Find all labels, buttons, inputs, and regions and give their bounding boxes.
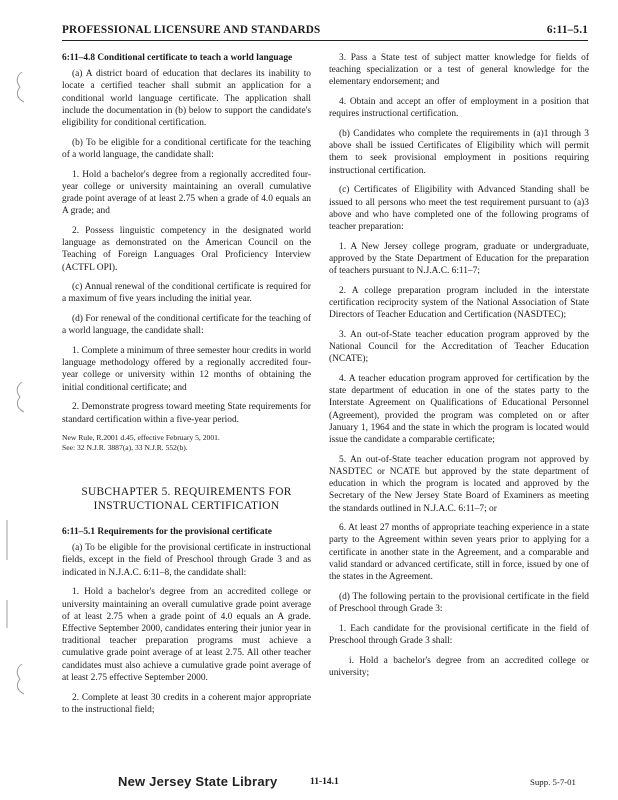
subchapter-title-line: SUBCHAPTER 5. REQUIREMENTS FOR xyxy=(81,486,292,499)
paragraph: 2. Complete at least 30 credits in a coherent major appropriate to the instructional field; xyxy=(62,692,311,715)
binding-brace-icon xyxy=(12,380,28,414)
section-heading: 6:11–5.1 Requirements for the provisional certificate xyxy=(62,527,272,538)
paragraph: 1. Complete a minimum of three semester hour credits in world language methodology offered by a regionally accredited four-year college or university within 12 months of obtaining the initial conditional certificate; and xyxy=(62,346,311,393)
history-note-1: New Rule, R.2001 d.45, effective February 5, 2001. xyxy=(62,433,220,443)
history-note-2: See: 32 N.J.R. 3887(a), 33 N.J.R. 552(b). xyxy=(62,442,188,452)
running-header xyxy=(62,22,588,41)
binding-brace-icon xyxy=(12,70,28,104)
paragraph: (a) To be eligible for the provisional certificate in instructional fields, except in the field of Preschool through Grade 3 and as indicated in N.J.A.C. 6:11–8, the candidate shall: xyxy=(62,543,311,578)
paragraph: i. Hold a bachelor's degree from an accredited college or university; xyxy=(329,655,589,678)
paragraph: 4. Obtain and accept an offer of employment in a position that requires instructional certification. xyxy=(329,97,589,120)
paragraph: 2. Demonstrate progress toward meeting State requirements for standard certification within a five-year period. xyxy=(62,402,311,425)
paragraph: (d) For renewal of the conditional certificate for the teaching of a world language, the candidate shall: xyxy=(62,314,311,337)
paragraph: 3. An out-of-State teacher education program approved by the National Council for the Accreditation of Teacher Education (NCATE); xyxy=(329,329,589,365)
left-column xyxy=(62,52,311,723)
paragraph: 1. A New Jersey college program, graduate or undergraduate, approved by the State Department of Education for the preparation of teachers pursuant to N.J.A.C. 6:11–7; xyxy=(329,241,589,277)
paragraph: (c) Annual renewal of the conditional certificate is required for a maximum of five years including the initial year. xyxy=(62,282,311,305)
paragraph: (c) Certificates of Eligibility with Advanced Standing shall be issued to all persons who meet the test requirement pursuant to (a)3 above and who have completed one of the following programs of teacher preparation: xyxy=(329,185,589,232)
paragraph: 1. Each candidate for the provisional certificate in the field of Preschool through Grade 3 shall: xyxy=(329,623,589,646)
paragraph: (d) The following pertain to the provisional certificate in the field of Preschool through Grade 3: xyxy=(329,591,589,614)
paragraph: (b) Candidates who complete the requirements in (a)1 through 3 above shall be issued Certificates of Eligibility which will permit them to seek provisional employment in positions requiring instructional certification. xyxy=(329,129,589,176)
header-section-number: 6:11–5.1 xyxy=(546,24,588,36)
binding-line xyxy=(6,600,8,628)
paragraph: 4. A teacher education program approved for certification by the state department of education in one of the states party to the Interstate Agreement on Qualifications of Educational Personnel (Agreement), provided the program was completed on or after January 1, 1964 and the state in which the program is located would issue the candidate a comparable certificate; xyxy=(329,373,589,445)
paragraph: 2. Possess linguistic competency in the designated world language as demonstrated on the American Council on the Teaching of Foreign Languages Oral Proficiency Interview (ACTFL OPI). xyxy=(62,225,311,273)
paragraph: 2. A college preparation program included in the interstate certification reciprocity system of the National Association of State Directors of Teacher Education and Certification (NASDTEC); xyxy=(329,285,589,321)
supplement-date: Supp. 5-7-01 xyxy=(530,777,576,787)
paragraph: 3. Pass a State test of subject matter knowledge for fields of teaching specialization or a test of general knowledge for the elementary endorsement; and xyxy=(329,53,589,88)
paragraph: 1. Hold a bachelor's degree from an accredited college or university maintaining an overall cumulative grade point average of at least 2.75 when a grade point of 4.0 equals an A grade. Effective September 2000, candidates entering their junior year in traditional teacher preparation programs must achieve a cumulative grade point average of at least 2.75. All other teacher candidates must also achieve a cumulative grade point average of at least 2.75 effective September 2000. xyxy=(62,587,311,683)
header-title: PROFESSIONAL LICENSURE AND STANDARDS xyxy=(62,24,321,36)
library-stamp: New Jersey State Library xyxy=(118,774,278,789)
paragraph: 5. An out-of-State teacher education program not approved by NASDTEC or NCATE but approved by the state department of education in which the program is located and approved by the Secretary of the New Jersey State Board of Examiners as meeting the standards outlined in N.J.A.C. 6:11–7; or xyxy=(329,454,589,514)
paragraph: (a) A district board of education that declares its inability to locate a certified teacher shall submit an application for a conditional world language certificate. The application shall include the documentation in (b) below to support the candidate's eligibility for conditional certification. xyxy=(62,69,311,129)
paragraph: 1. Hold a bachelor's degree from a regionally accredited four-year college or university maintaining an overall cumulative grade point average of at least 2.75 when a grade of 4.0 equals an A grade; and xyxy=(62,169,311,217)
section-heading: 6:11–4.8 Conditional certificate to teach a world language xyxy=(62,53,293,63)
right-column xyxy=(329,52,589,686)
subchapter-title-line: INSTRUCTIONAL CERTIFICATION xyxy=(93,500,280,513)
binding-line xyxy=(6,520,8,560)
paragraph: 6. At least 27 months of appropriate teaching experience in a state party to the Agreement within seven years prior to applying for a certificate in another state in the Agreement, and a comparable and valid standard or advanced certificate, still in force, issued by one of the states in the Agreement. xyxy=(329,523,589,583)
binding-brace-icon xyxy=(12,662,28,696)
subchapter-title xyxy=(62,486,311,514)
page-number: 11-14.1 xyxy=(310,777,339,787)
paragraph: (b) To be eligible for a conditional certificate for the teaching of a world language, the candidate shall: xyxy=(62,137,311,160)
